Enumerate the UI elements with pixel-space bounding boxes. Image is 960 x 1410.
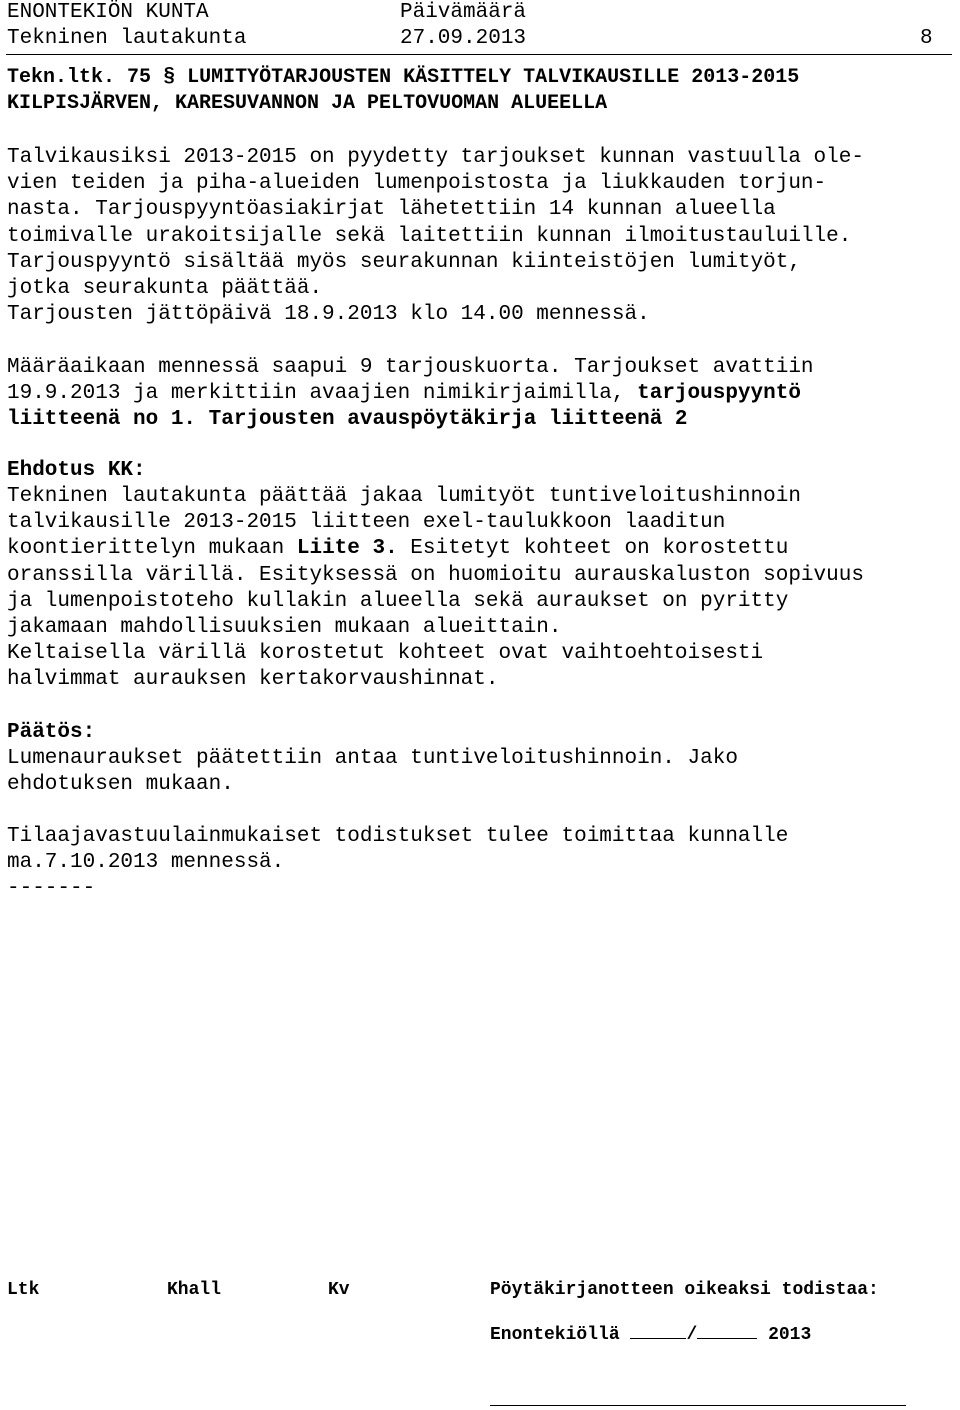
attachment-3-ref: Liite 3. (296, 537, 398, 561)
intro-paragraph: Talvikausiksi 2013-2015 on pyydetty tarjoukset kunnan vastuulla ole- vien teiden ja piha-alueiden lumenpoistosta ja liukkauden torjun- nasta. Tarjouspyyntöasiakirjat lähetettiin 14 kunnan alueella toimivalle urakoitsijalle sekä laitettiin kunnan ilmoitustauluille. Tarjouspyyntö sisältää myös seurakunnan kiinteistöjen lumityöt, jotka seurakunta päättää. Tarjousten jättöpäivä 18.9.2013 klo 14.00 mennessä. (7, 146, 864, 327)
footer-kv: Kv (328, 1280, 350, 1300)
title-line-2: KILPISJÄRVEN, KARESUVANNON JA PELTOVUOMAN ALUEELLA (7, 92, 608, 115)
date-slash: / (686, 1325, 698, 1345)
certificates-text: Tilaajavastuulainmukaiset todistukset tulee toimittaa kunnalle ma.7.10.2013 mennessä. (7, 825, 789, 875)
proposal-heading: Ehdotus KK: (7, 459, 146, 482)
end-mark: ------- (7, 877, 96, 900)
certify-year: 2013 (768, 1325, 812, 1345)
offers-text: Määräaikaan mennessä saapui 9 tarjouskuorta. Tarjoukset avattiin 19.9.2013 ja merkittiin avaajien nimikirjaimilla, (7, 356, 814, 406)
offers-paragraph (7, 355, 952, 434)
proposal-text: Tekninen lautakunta päättää jakaa lumityöt tuntiveloitushinnoin talvikausille 2013-2015 liitteen exel-taulukkoon laaditun koontierittelyn mukaan Liite 3. Esitetyt kohteet on korostettu oranssilla värillä. Esityksessä on huomioitu aurauskaluston sopivuus ja lumenpoistoteho kullakin alueella sekä auraukset on pyritty jakamaan mahdollisuuksien mukaan alueittain. Keltaisella värillä korostetut kohteet ovat vaihtoehtoisesti halvimmat aurauksen kertakorvaushinnat. (7, 485, 864, 692)
title-line-1: LUMITYÖTARJOUSTEN KÄSITTELY TALVIKAUSILLE 2013-2015 (187, 66, 800, 89)
certify-place-date (490, 1322, 811, 1346)
page-number: 8 (920, 27, 933, 50)
committee-name: Tekninen lautakunta (7, 27, 247, 50)
decision-heading: Päätös: (7, 721, 96, 744)
date-label: Päivämäärä (400, 1, 527, 24)
org-name: ENONTEKIÖN KUNTA (7, 1, 209, 24)
certify-label: Pöytäkirjanotteen oikeaksi todistaa: (490, 1280, 879, 1300)
meeting-date: 27.09.2013 (400, 27, 527, 50)
section-title (7, 65, 799, 117)
place-name: Enontekiöllä (490, 1325, 620, 1345)
title-prefix: Tekn.ltk. (7, 66, 116, 89)
footer-khall: Khall (167, 1280, 222, 1300)
footer-ltk: Ltk (7, 1280, 40, 1300)
attachment-1-ref: tarjouspyyntö liitteenä no 1. (7, 382, 801, 432)
section-sign: § (163, 66, 176, 89)
header-divider (6, 54, 952, 55)
signature-line (490, 1405, 906, 1406)
decision-text: Lumenauraukset päätettiin antaa tuntiveloitushinnoin. Jako ehdotuksen mukaan. (7, 747, 738, 797)
month-blank (697, 1322, 757, 1339)
section-number: 75 (127, 66, 152, 89)
attachment-2-ref: Tarjousten avauspöytäkirja liitteenä 2 (208, 408, 688, 432)
day-blank (630, 1322, 686, 1339)
